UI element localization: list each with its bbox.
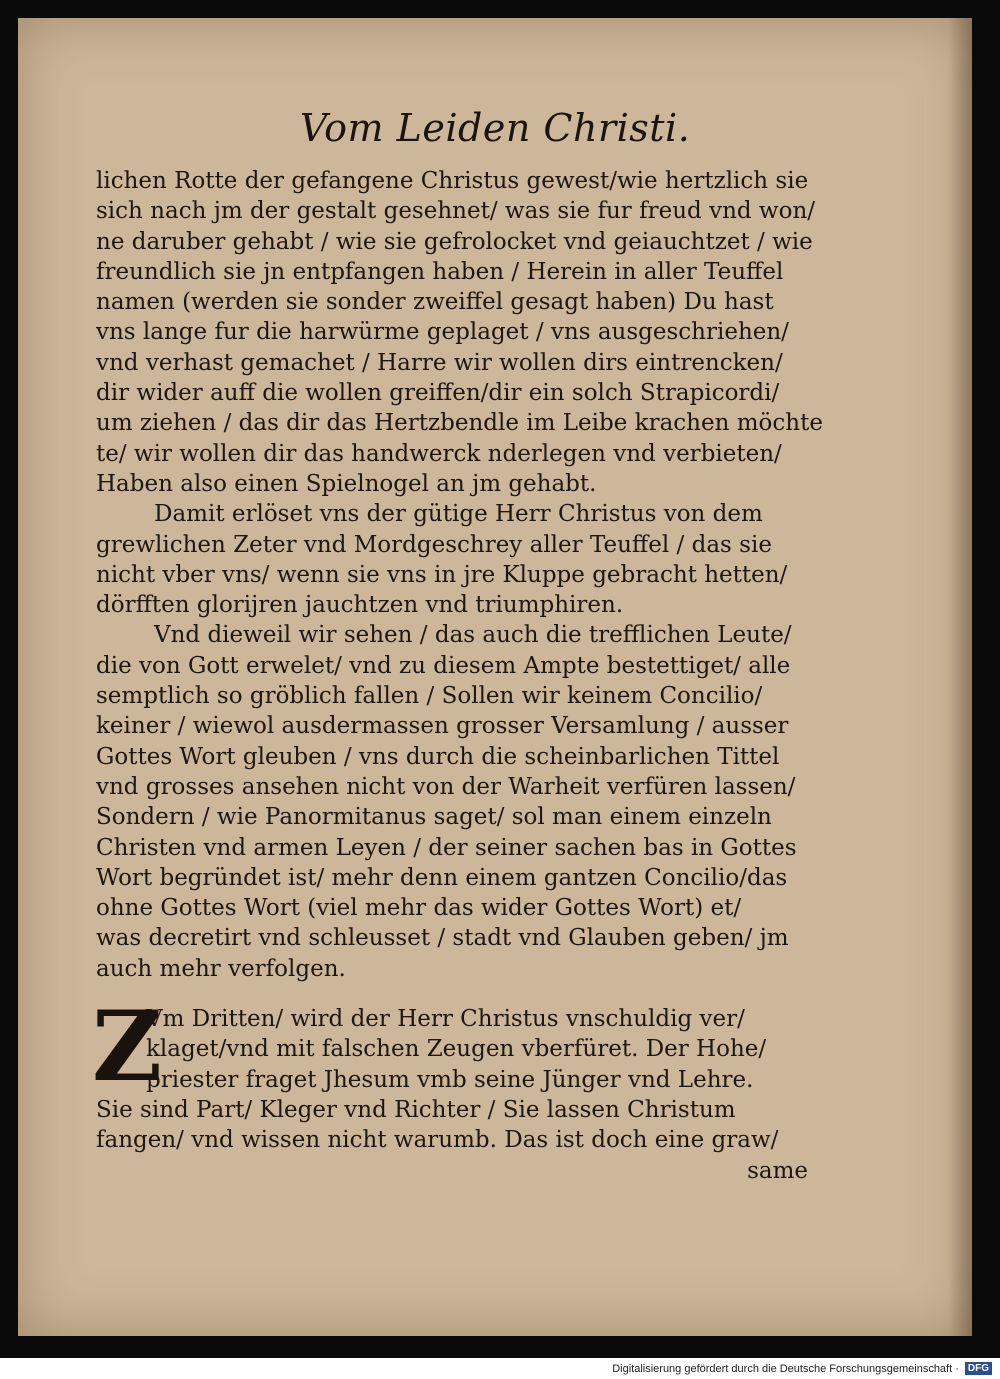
text-line: sich nach jm der gestalt gesehnet/ was sie fur freud vnd won/: [96, 198, 816, 225]
text-line: Damit erlöset vns der gütige Herr Christus von dem: [154, 501, 763, 528]
text-line: dir wider auff die wollen greiffen/dir ein solch Strapicordi/: [96, 380, 780, 407]
text-line: um ziehen / das dir das Hertzbendle im Leibe krachen möchte: [96, 410, 823, 437]
text-line: die von Gott erwelet/ vnd zu diesem Ampte bestettiget/ alle: [96, 652, 791, 679]
text-line: dörfften glorijren jauchtzen vnd triumphiren.: [96, 592, 624, 619]
text-line: namen (werden sie sonder zweiffel gesagt haben) Du hast: [96, 289, 774, 316]
paragraph-2: [96, 499, 836, 620]
funding-credit: Digitalisierung gefördert durch die Deutsche Forschungsgemeinschaft ·: [612, 1362, 959, 1375]
page-gutter-shadow: [948, 18, 972, 1336]
text-line: Vm Dritten/ wird der Herr Christus vnschuldig ver/: [146, 1006, 745, 1033]
running-header: Vom Leiden Christi.: [299, 106, 691, 150]
text-line: ohne Gottes Wort (viel mehr das wider Gottes Wort) et/: [96, 895, 742, 922]
text-line: Haben also einen Spielnogel an jm gehabt.: [96, 470, 597, 497]
text-line: vns lange fur die harwürme geplaget / vns ausgeschriehen/: [96, 319, 789, 346]
text-line: klaget/vnd mit falschen Zeugen vberfüret. Der Hohe/: [146, 1036, 767, 1063]
text-line: Sondern / wie Panormitanus saget/ sol man einem einzeln: [96, 804, 772, 831]
catchword: same: [747, 1157, 808, 1184]
book-page: [18, 18, 972, 1336]
text-line: nicht vber vns/ wenn sie vns in jre Kluppe gebracht hetten/: [96, 561, 788, 588]
paragraph-3: [96, 620, 836, 984]
text-line: freundlich sie jn entpfangen haben / Herein in aller Teuffel: [96, 258, 784, 285]
dfg-logo: DFG: [965, 1362, 992, 1375]
text-line: priester fraget Jhesum vmb seine Jünger vnd Lehre.: [146, 1066, 754, 1093]
section-gap: [96, 984, 836, 1004]
paragraph-dropcap: [92, 990, 836, 1155]
text-line: vnd verhast gemachet / Harre wir wollen dirs eintrencken/: [96, 349, 783, 376]
drop-cap-initial: Z: [92, 990, 163, 1104]
text-line: te/ wir wollen dir das handwerck nderlegen vnd verbieten/: [96, 440, 782, 467]
text-line: was decretirt vnd schleusset / stadt vnd Glauben geben/ jm: [96, 925, 789, 952]
text-line: auch mehr verfolgen.: [96, 955, 346, 982]
text-line: semptlich so gröblich fallen / Sollen wir keinem Concilio/: [96, 683, 763, 710]
text-line: ne daruber gehabt / wie sie gefrolocket vnd geiauchtzet / wie: [96, 228, 813, 255]
text-line: keiner / wiewol ausdermassen grosser Versamlung / ausser: [96, 713, 789, 740]
text-line: lichen Rotte der gefangene Christus gewest/wie hertzlich sie: [96, 168, 809, 194]
text-line: Gottes Wort gleuben / vns durch die scheinbarlichen Tittel: [96, 743, 780, 770]
text-line: Sie sind Part/ Kleger vnd Richter / Sie lassen Christum: [96, 1096, 736, 1123]
text-line: grewlichen Zeter vnd Mordgeschrey aller Teuffel / das sie: [96, 531, 772, 558]
text-block: [92, 166, 836, 1186]
paragraph-1: [96, 166, 836, 499]
text-line: fangen/ vnd wissen nicht warumb. Das ist doch eine graw/: [96, 1127, 779, 1154]
text-line: Vnd dieweil wir sehen / das auch die trefflichen Leute/: [154, 622, 792, 649]
text-line: vnd grosses ansehen nicht von der Warheit verfüren lassen/: [96, 773, 796, 800]
text-line: Wort begründet ist/ mehr denn einem gantzen Concilio/das: [96, 864, 788, 891]
footer-bar: [0, 1358, 1000, 1379]
text-line: Christen vnd armen Leyen / der seiner sachen bas in Gottes: [96, 834, 797, 861]
